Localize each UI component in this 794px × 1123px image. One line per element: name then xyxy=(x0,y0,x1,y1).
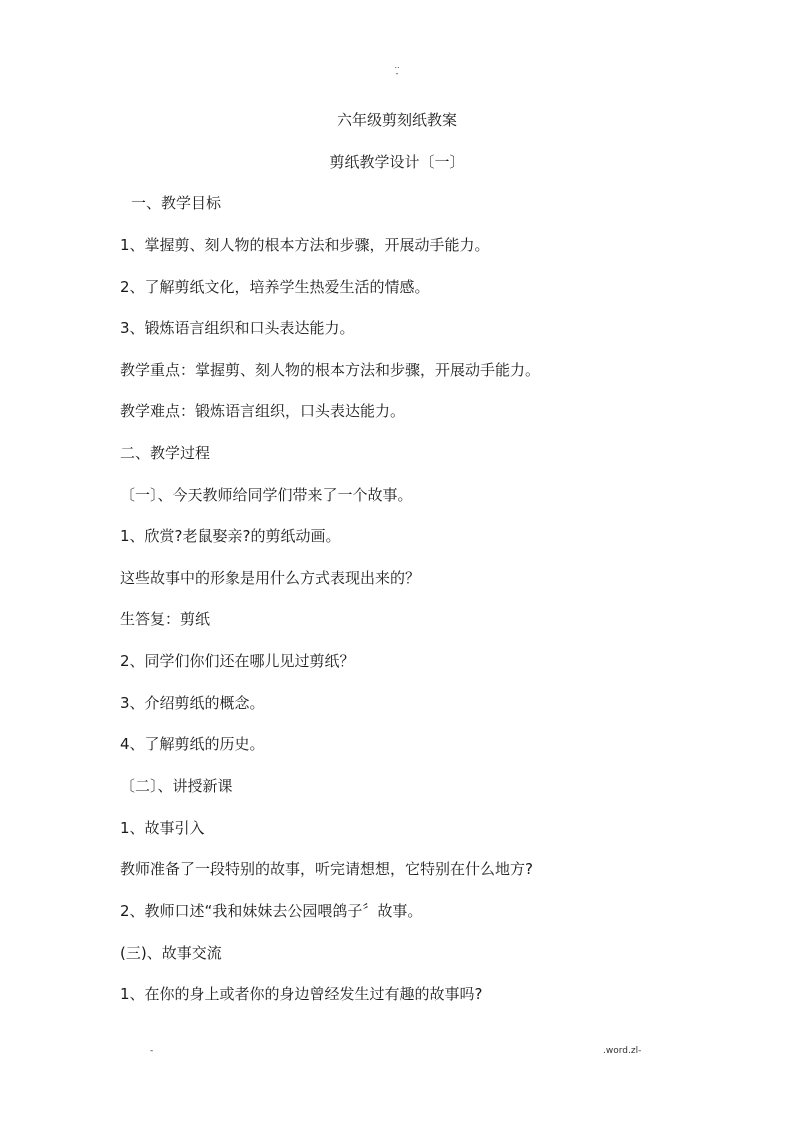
objective-item-1: 1、掌握剪、刻人物的根本方法和步骤，开展动手能力。 xyxy=(120,236,490,254)
key-point: 教学重点：掌握剪、刻人物的根本方法和步骤，开展动手能力。 xyxy=(120,361,541,379)
subsection-heading-1: 〔一〕、今天教师给同学们带来了一个故事。 xyxy=(120,486,413,504)
footer-right-mark: .word.zl- xyxy=(603,1046,642,1056)
subsection-heading-2: 〔二〕、讲授新课 xyxy=(120,777,233,795)
student-answer: 生答复：剪纸 xyxy=(120,610,211,628)
lesson-item-1: 1、故事引入 xyxy=(120,819,205,837)
section-heading-process: 二、教学过程 xyxy=(120,444,211,462)
header-mark-top: .. xyxy=(394,61,400,70)
header-mark-bottom: - xyxy=(395,69,399,78)
page-header-marks xyxy=(0,62,794,78)
process-item-3: 3、介绍剪纸的概念。 xyxy=(120,694,265,712)
process-item-2: 2、同学们你们还在哪儿见过剪纸？ xyxy=(120,652,355,670)
lesson-item-2: 2、教师口述“我和妹妹去公园喂鸽子〞故事。 xyxy=(120,902,423,920)
process-item-1: 1、欣赏?老鼠娶亲?的剪纸动画。 xyxy=(120,527,341,545)
difficult-point: 教学难点：锻炼语言组织，口头表达能力。 xyxy=(120,402,406,420)
document-title: 六年级剪刻纸教案 xyxy=(336,111,457,129)
lesson-prompt: 教师准备了一段特别的故事，听完请想想，它特别在什么地方? xyxy=(120,860,533,878)
subsection-heading-3: (三)、故事交流 xyxy=(120,944,222,962)
objective-item-3: 3、锻炼语言组织和口头表达能力。 xyxy=(120,319,355,337)
process-question: 这些故事中的形象是用什么方式表现出来的？ xyxy=(120,569,421,587)
objective-item-2: 2、了解剪纸文化，培养学生热爱生活的情感。 xyxy=(120,278,430,296)
footer-left-mark: - xyxy=(150,1046,154,1056)
document-subtitle: 剪纸教学设计〔一〕 xyxy=(329,153,465,171)
exchange-item-1: 1、在你的身上或者你的身边曾经发生过有趣的故事吗? xyxy=(120,985,483,1003)
section-heading-objectives: 一、教学目标 xyxy=(131,194,222,212)
process-item-4: 4、了解剪纸的历史。 xyxy=(120,735,265,753)
